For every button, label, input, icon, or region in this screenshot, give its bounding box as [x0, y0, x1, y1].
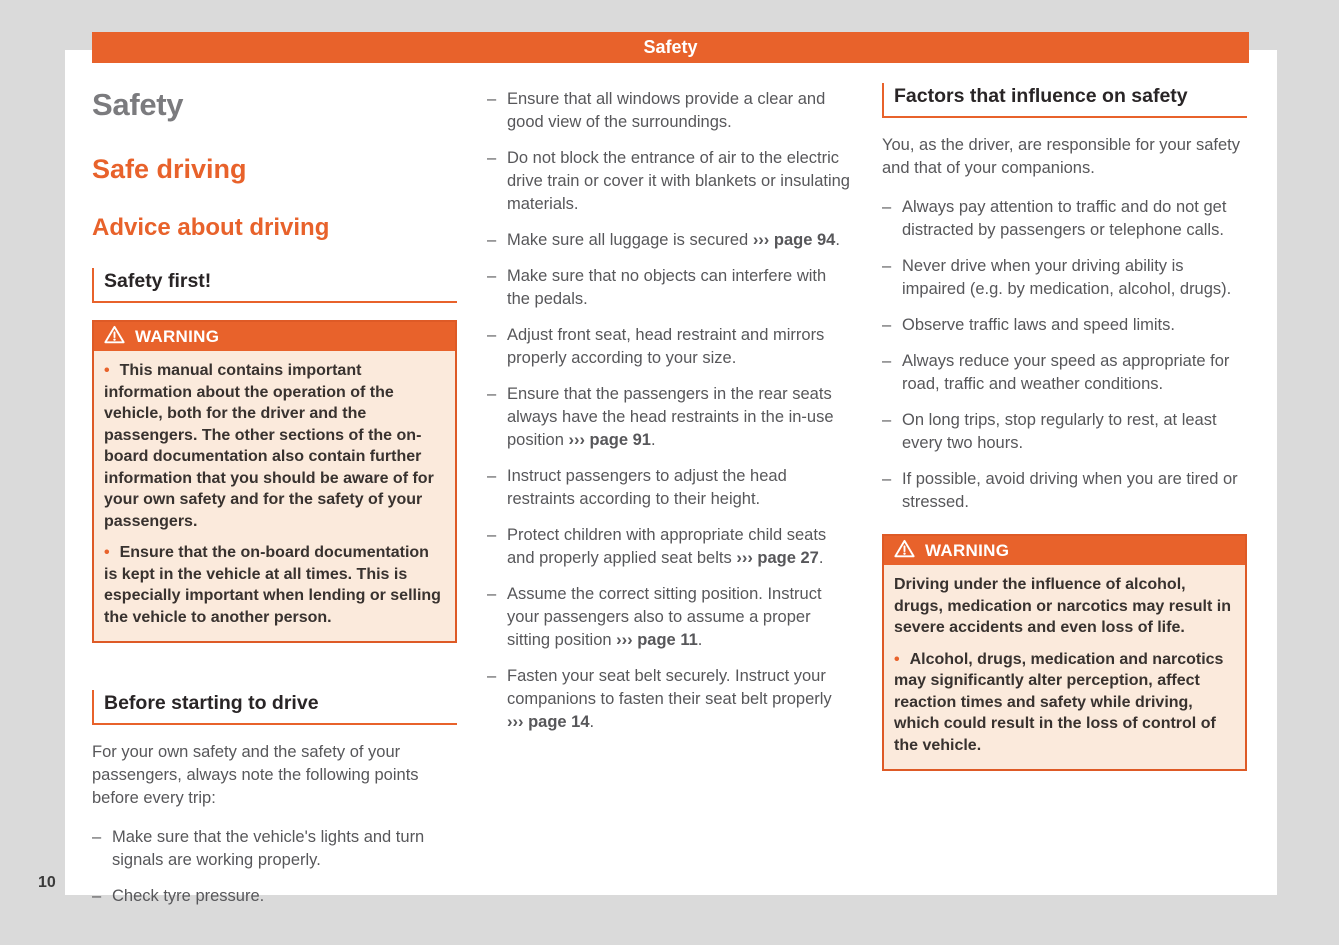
- page-ref-link[interactable]: ››› page 94: [752, 231, 836, 249]
- heading-factors-that-influence-on-safety: Factors that influence on safety: [882, 83, 1247, 118]
- list-item: [92, 885, 457, 908]
- item-text: Observe traffic laws and speed limits.: [902, 316, 1175, 334]
- list-item: [882, 314, 1247, 337]
- list-item: [487, 265, 851, 311]
- item-text: Protect children with appropriate child seats and properly applied seat belts: [507, 526, 827, 567]
- item-text: If possible, avoid driving when you are tired or stressed.: [902, 470, 1238, 511]
- item-text: Make sure all luggage is secured: [507, 231, 753, 249]
- item-text: .: [835, 231, 840, 249]
- heading-before-starting-to-drive: Before starting to drive: [92, 690, 457, 725]
- list-item: [487, 383, 851, 452]
- warning-paragraph: Driving under the influence of alcohol, drugs, medication or narcotics may result in severe accidents and even loss of life.: [894, 576, 1231, 636]
- warning-label: WARNING: [925, 540, 1010, 560]
- list-item: [882, 350, 1247, 396]
- warning-box-alcohol: [882, 534, 1247, 771]
- item-text: Adjust front seat, head restraint and mirrors properly according to your size.: [507, 326, 825, 367]
- warning-box-manual: [92, 320, 457, 643]
- page-ref-link[interactable]: ››› page 27: [736, 549, 819, 567]
- chapter-header-label: Safety: [643, 37, 698, 57]
- list-item: [92, 826, 457, 872]
- warning-bullet: • Ensure that the on-board documentation is kept in the vehicle at all times. This is especially important when lending or selling the vehicle to another person.: [104, 542, 444, 628]
- item-text: Ensure that the passengers in the rear seats always have the head restraints in the in-use position: [507, 385, 834, 449]
- list-item: [487, 147, 851, 216]
- item-text: Ensure that all windows provide a clear and good view of the surroundings.: [507, 90, 826, 131]
- item-text: Always reduce your speed as appropriate for road, traffic and weather conditions.: [902, 352, 1230, 393]
- list-item: [487, 88, 851, 134]
- item-text: Make sure that no objects can interfere with the pedals.: [507, 267, 827, 308]
- item-text: .: [818, 549, 824, 567]
- page-title: Safety: [92, 87, 184, 122]
- intro-paragraph: For your own safety and the safety of your passengers, always note the following points before every trip:: [92, 743, 419, 807]
- list-item: [882, 468, 1247, 514]
- list-item: [487, 665, 851, 734]
- heading-safety-first: Safety first!: [92, 268, 457, 303]
- warning-triangle-icon: [104, 325, 125, 349]
- list-item: [882, 255, 1247, 301]
- right-column: [882, 50, 1247, 771]
- item-text: Assume the correct sitting position. Instruct your passengers also to assume a proper sitting position: [507, 585, 822, 649]
- warning-bullet: • Alcohol, drugs, medication and narcotics may significantly alter perception, affect reaction times and safety while driving, which could result in the loss of control of the vehicle.: [894, 649, 1234, 757]
- item-text: Always pay attention to traffic and do not get distracted by passengers or telephone calls.: [902, 198, 1227, 239]
- left-column: [92, 50, 457, 908]
- page-ref-link[interactable]: ››› page 91: [568, 431, 651, 449]
- warning-header: [884, 536, 1245, 565]
- warning-body: [884, 565, 1245, 769]
- item-text: Do not block the entrance of air to the electric drive train or cover it with blankets or insulating materials.: [507, 149, 850, 213]
- warning-label: WARNING: [135, 326, 220, 346]
- intro-paragraph: You, as the driver, are responsible for your safety and that of your companions.: [882, 136, 1241, 177]
- page-ref-link[interactable]: ››› page 14: [507, 713, 590, 731]
- item-text: Instruct passengers to adjust the head restraints according to their height.: [507, 467, 787, 508]
- warning-triangle-icon: [894, 539, 915, 563]
- page-ref-link[interactable]: ››› page 11: [616, 631, 698, 649]
- item-text: On long trips, stop regularly to rest, at least every two hours.: [902, 411, 1217, 452]
- list-item: [487, 583, 851, 652]
- list-item: [487, 324, 851, 370]
- list-item: [487, 524, 851, 570]
- list-item: [487, 465, 851, 511]
- chapter-header-bar: [92, 32, 1249, 63]
- item-text: Fasten your seat belt securely. Instruct your companions to fasten their seat belt properly: [507, 667, 832, 708]
- page-number: 10: [38, 874, 56, 891]
- item-text: Never drive when your driving ability is impaired (e.g. by medication, alcohol, drugs).: [902, 257, 1232, 298]
- manual-page: [65, 50, 1277, 905]
- item-text: Check tyre pressure.: [112, 887, 265, 905]
- section-title-safe-driving: Safe driving: [92, 154, 247, 184]
- middle-column: [487, 50, 851, 734]
- section-title-advice-about-driving: Advice about driving: [92, 214, 330, 241]
- list-item: [882, 409, 1247, 455]
- item-text: .: [697, 631, 703, 649]
- list-item: [487, 229, 851, 252]
- item-text: Make sure that the vehicle's lights and turn signals are working properly.: [112, 828, 425, 869]
- warning-bullet: • This manual contains important information about the operation of the vehicle, both for the driver and the passengers. The other sections of the on-board documentation also contain further information that you should be aware of for your own safety and for the safety of your passengers.: [104, 360, 444, 532]
- warning-header: [94, 322, 455, 351]
- item-text: .: [651, 431, 656, 449]
- item-text: .: [589, 713, 595, 731]
- warning-body: [94, 351, 455, 641]
- list-item: [882, 196, 1247, 242]
